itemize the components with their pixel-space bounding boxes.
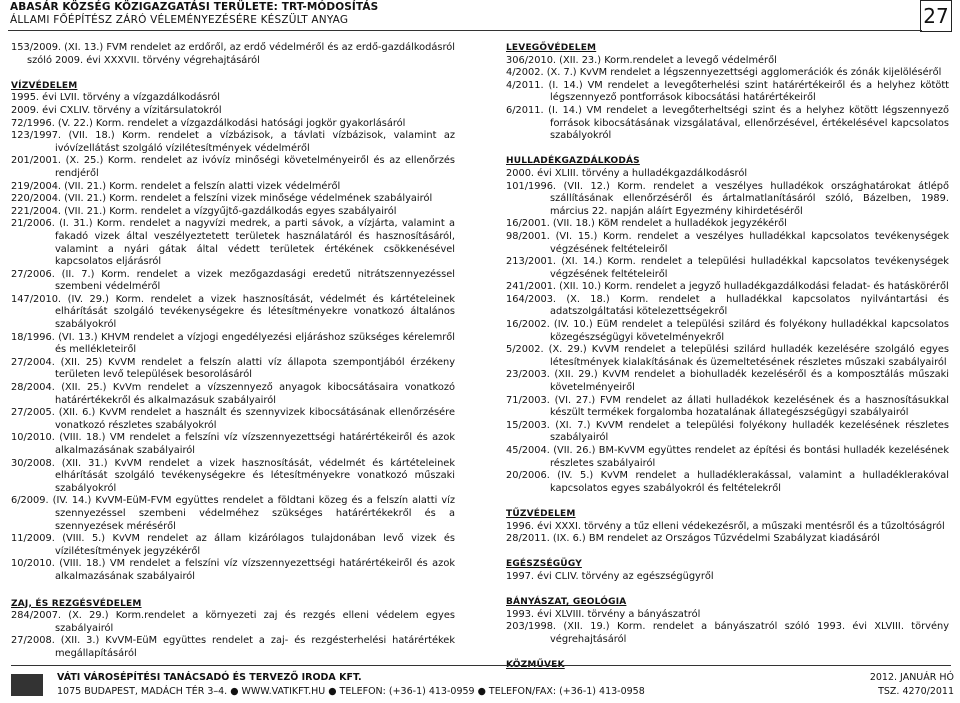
- list-item: 284/2007. (X. 29.) Korm.rendelet a környezeti zaj és rezgés elleni védelem egyes szabályairól: [11, 610, 455, 634]
- list-item: 28/2011. (IX. 6.) BM rendelet az Országos Tűzvédelmi Szabályzat kiadásáról: [506, 533, 880, 545]
- section-title-hulladekgazdalkodas: HULLADÉKGAZDÁLKODÁS: [506, 156, 640, 167]
- section-title-vizvedelem: VÍZVÉDELEM: [11, 80, 78, 91]
- list-item: 30/2008. (XII. 31.) KvVM rendelet a vizek hasznosítását, védelmét és kártételeinek elhárítását szolgáló tevékenységekre és létesítményekre vonatkozó műszaki szabályokról: [11, 457, 455, 494]
- list-item: 27/2004. (XII. 25) KvVM rendelet a felszín alatti víz állapota szempontjából érzékeny területen levő települések besorolásáról: [11, 356, 455, 381]
- section-title-levegovedelem: LEVEGŐVÉDELEM: [506, 43, 597, 53]
- list-item: 6/2011. (I. 14.) VM rendelet a levegőterheltségi szint és a helyhez kötött légszennyező források kibocsátásának vizsgálatával, ellenőrzésével, értékelésével kapcsolatos szabályokról: [506, 104, 949, 142]
- list-item: 220/2004. (VII. 21.) Korm. rendelet a felszíni vizek minősége védelmének szabályairól: [11, 193, 433, 205]
- section-title-zaj: ZAJ, ÉS REZGÉSVÉDELEM: [11, 598, 142, 609]
- list-item: 203/1998. (XII. 19.) Korm. rendelet a bányászatról szóló 1993. évi XLVIII. törvény végrehajtásáról: [506, 621, 949, 645]
- list-tuzvedelem: [506, 521, 949, 546]
- list-item: 164/2003. (X. 18.) Korm. rendelet a hulladékkal kapcsolatos nyilvántartási és adatszolgáltatási kötelezettségekről: [506, 293, 949, 318]
- list-item: 1993. évi XLVIII. törvény a bányászatról: [506, 608, 701, 620]
- footer-address: 1075 BUDAPEST, MADÁCH TÉR 3–4. ● WWW.VATIKFT.HU ● TELEFON: (+36-1) 413-0959 ● TELEFON/FAX: (+36-1) 413-0958: [57, 686, 645, 697]
- section-title-tuzvedelem: TŰZVÉDELEM: [506, 508, 576, 519]
- list-item: 45/2004. (VII. 26.) BM-KvVM együttes rendelet az építési és bontási hulladék kezelésének részletes szabályairól: [506, 445, 949, 469]
- page-footer: [11, 665, 954, 703]
- list-zaj: [11, 610, 455, 660]
- list-item: 27/2008. (XII. 3.) KvVM-EüM együttes rendelet a zaj- és rezgésterhelési határértékek megállapításáról: [11, 635, 455, 659]
- list-item: 241/2001. (XII. 10.) Korm. rendelet a jegyző hulladékgazdálkodási feladat- és hatásköréről: [506, 281, 949, 293]
- list-item: 101/1996. (VII. 12.) Korm. rendelet a veszélyes hulladékok országhatárokat átlépő szállításának ellenőrzéséről és ártalmatlanításáról szóló, Bázelben, 1989. március 22. napján aláírt Egyezmény kihirdetéséről: [506, 180, 949, 217]
- list-item: 10/2010. (VIII. 18.) VM rendelet a felszíni víz vízszennyezettségi határértékeiről és azok alkalmazásának szabályairól: [11, 558, 455, 582]
- list-item: 72/1996. (V. 22.) Korm. rendelet a vízgazdálkodási hatósági jogkör gyakorlásáról: [11, 117, 406, 129]
- page-header: [8, 0, 952, 32]
- list-item: 5/2002. (X. 29.) KvVM rendelet a települési szilárd hulladék kezelésére szolgáló egyes létesítmények kialakításának és üzemeltetésének részletes műszaki szabályairól: [506, 344, 949, 368]
- list-item: 18/1996. (VI. 13.) KHVM rendelet a vízjogi engedélyezési eljáráshoz szükséges kérelemről és mellékleteiről: [11, 331, 455, 356]
- footer-date: 2012. JANUÁR HÓ: [869, 672, 954, 683]
- list-vizvedelem: [11, 92, 455, 583]
- company-logo: [11, 674, 43, 696]
- list-item: 71/2003. (VI. 27.) FVM rendelet az állati hulladékok kezelésének és a hasznosításukkal készült termékek forgalomba hozatalának állategészségügyi szabályairól: [506, 394, 949, 419]
- list-item: 27/2006. (II. 7.) Korm. rendelet a vizek mezőgazdasági eredetű nitrátszennyezéssel szembeni védelméről: [11, 268, 455, 293]
- list-banyaszat: [506, 609, 949, 647]
- page-number: 27: [920, 0, 952, 32]
- list-item: 98/2001. (VI. 15.) Korm. rendelet a veszélyes hulladékkal kapcsolatos tevékenységek végzésének feltételeiről: [506, 230, 949, 255]
- list-item: 27/2005. (XII. 6.) KvVM rendelet a használt és szennyvizek kibocsátásának ellenőrzésére vonatkozó részletes szabályokról: [11, 407, 455, 431]
- header-title: ABASÁR KÖZSÉG KÖZIGAZGATÁSI TERÜLETE: TRT-MÓDOSÍTÁS: [10, 1, 379, 13]
- right-column: [506, 42, 949, 672]
- list-egeszsegugy: [506, 571, 949, 584]
- list-item: 21/2006. (I. 31.) Korm. rendelet a nagyvízi medrek, a parti sávok, a vízjárta, valamint a fakadó vizek által veszélyeztetett területek használatáról és hasznosításáról, valamint a nyári gátak által védett területek értékének csökkenésével kapcsolatos eljárásról: [11, 218, 455, 268]
- list-item: 306/2010. (XII. 23.) Korm.rendelet a levegő védelméről: [506, 54, 777, 66]
- list-item: 4/2002. (X. 7.) KvVM rendelet a légszennyezettségi agglomerációk és zónák kijelöléséről: [506, 67, 942, 79]
- list-item: 20/2006. (IV. 5.) KvVM rendelet a hulladéklerakással, valamint a hulladéklerakóval kapcsolatos egyes szabályokról és feltételekről: [506, 470, 949, 494]
- list-item: 201/2001. (X. 25.) Korm. rendelet az ivóvíz minőségi követelményeiről és az ellenőrzés rendjéről: [11, 155, 455, 179]
- list-item: 147/2010. (IV. 29.) Korm. rendelet a vizek hasznosítását, védelmét és kártételeinek elhárítását szolgáló tevékenységekre és létesítményekre vonatkozó általános szabályokról: [11, 293, 455, 331]
- list-item: 11/2009. (VIII. 5.) KvVM rendelet az állam kizárólagos tulajdonában levő vizek és vízilétesítmények jegyzékéről: [11, 533, 455, 557]
- list-item: 153/2009. (XI. 13.) FVM rendelet az erdőről, az erdő védelméről és az erdő-gazdálkodásról szóló 2009. évi XXXVII. törvény végrehajtásáról: [11, 42, 455, 66]
- list-item: 2009. évi CXLIV. törvény a vízitársulatokról: [11, 104, 222, 116]
- list-item: 23/2003. (XII. 29.) KvVM rendelet a biohulladék kezeléséről és a komposztálás műszaki követelményeiről: [506, 369, 949, 394]
- list-item: 123/1997. (VII. 18.) Korm. rendelet a vízbázisok, a távlati vízbázisok, valamint az ivóvízellátást szolgáló vízilétesítmények védelméről: [11, 130, 455, 154]
- header-divider: [8, 30, 922, 31]
- header-subtitle: ÁLLAMI FŐÉPÍTÉSZ ZÁRÓ VÉLEMÉNYEZÉSÉRE KÉSZÜLT ANYAG: [10, 14, 349, 26]
- list-item: 1996. évi XXXI. törvény a tűz elleni védekezésről, a műszaki mentésről és a tűzoltóságról: [506, 520, 945, 532]
- section-title-banyaszat: BÁNYÁSZAT, GEOLÓGIA: [506, 597, 627, 608]
- list-item: 15/2003. (XI. 7.) KvVM rendelet a települési folyékony hulladék kezelésének részletes szabályairól: [506, 419, 949, 444]
- list-item: 28/2004. (XII. 25.) KvVm rendelet a vízszennyező anyagok kibocsátásaira vonatkozó határértékekről és alkalmazásuk szabályairól: [11, 382, 455, 406]
- list-item: 16/2002. (IV. 10.) EüM rendelet a települési szilárd és folyékony hulladékkal kapcsolatos közegészségügyi követelményekről: [506, 319, 949, 343]
- section-title-egeszsegugy: EGÉSZSÉGÜGY: [506, 559, 582, 570]
- list-hulladekgazdalkodas: [506, 168, 949, 495]
- list-item: 213/2001. (XI. 14.) Korm. rendelet a települési hulladékkal kapcsolatos tevékenységek végzésének feltételeiről: [506, 256, 949, 280]
- list-levegovedelem: [506, 55, 949, 143]
- footer-company: VÁTI VÁROSÉPÍTÉSI TANÁCSADÓ ÉS TERVEZŐ IRODA KFT.: [57, 672, 362, 683]
- list-item: 2000. évi XLIII. törvény a hulladékgazdálkodásról: [506, 167, 748, 179]
- list-item: 1997. évi CLIV. törvény az egészségügyről: [506, 570, 714, 582]
- list-item: 16/2001. (VII. 18.) KöM rendelet a hulladékok jegyzékéről: [506, 218, 787, 230]
- list-item: 221/2004. (VII. 21.) Korm. rendelet a vízgyűjtő-gazdálkodás egyes szabályairól: [11, 205, 397, 217]
- footer-doc-number: TSZ. 4270/2011: [878, 686, 954, 697]
- list-item: 219/2004. (VII. 21.) Korm. rendelet a felszín alatti vizek védelméről: [11, 180, 341, 192]
- section-title-kozmuvek: KÖZMŰVEK: [506, 660, 565, 671]
- list-item: 4/2011. (I. 14.) VM rendelet a levegőterhelési szint határértékeiről és a helyhez kötött légszennyező pontforrások kibocsátási határértékeiről: [506, 79, 949, 104]
- footer-divider: [11, 665, 951, 666]
- list-item: 10/2010. (VIII. 18.) VM rendelet a felszíni víz vízszennyezettségi határértékeiről és azok alkalmazásának szabályairól: [11, 432, 455, 456]
- left-column: [11, 42, 455, 661]
- list-item: 6/2009. (IV. 14.) KvVM-EüM-FVM együttes rendelet a földtani közeg és a felszín alatti víz szennyezéssel szembeni védelméhez szükséges határértékekről és a szennyezések méréséről: [11, 495, 455, 532]
- list-item: 1995. évi LVII. törvény a vízgazdálkodásról: [11, 92, 220, 104]
